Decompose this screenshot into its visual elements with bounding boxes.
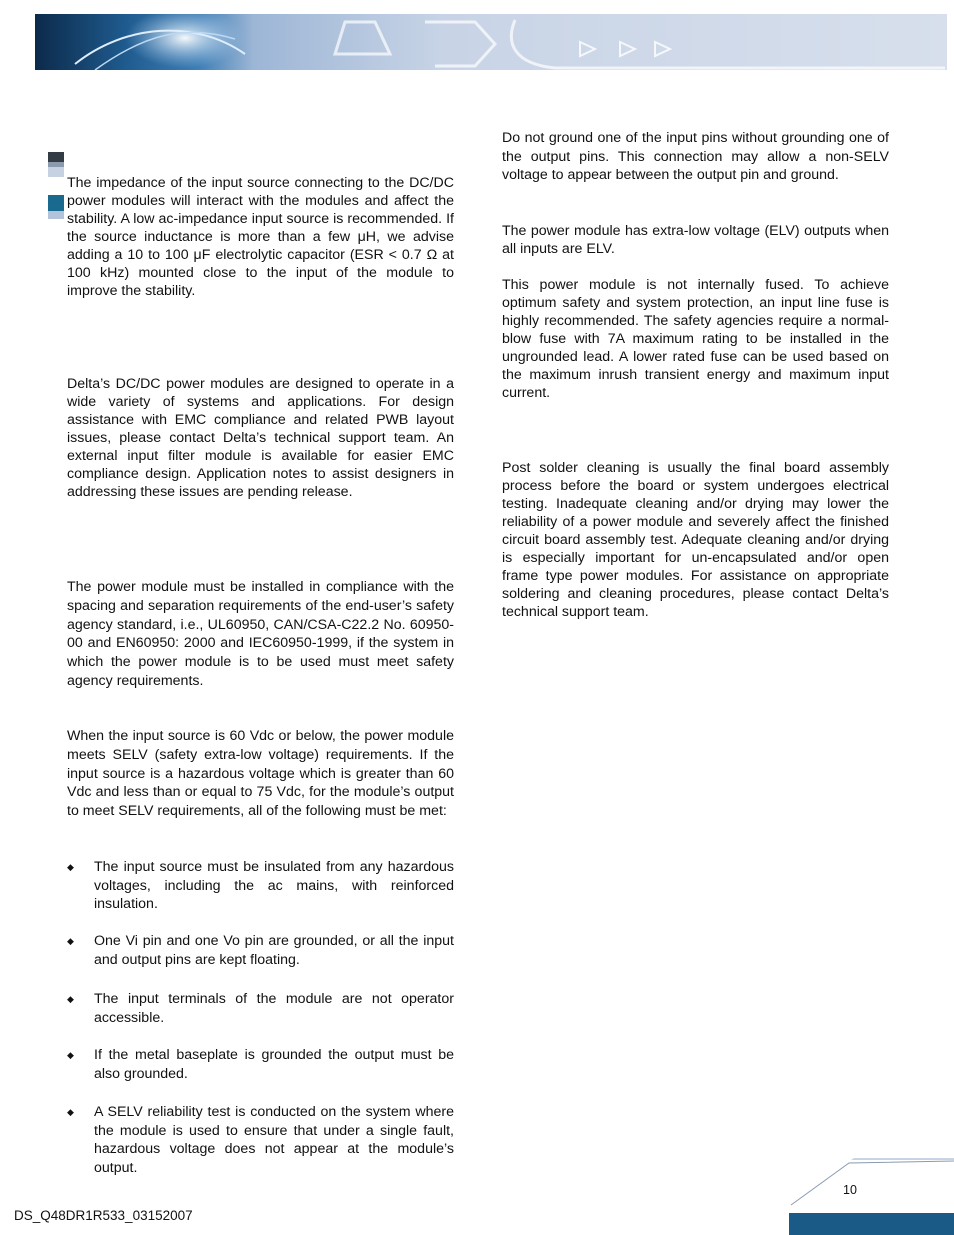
list-item [67, 1046, 454, 1083]
bullet-diamond-icon: ◆ [67, 1107, 74, 1117]
right-paragraph-grounding [502, 129, 889, 185]
list-item-text: If the metal baseplate is grounded the output must be also grounded. [94, 1047, 454, 1082]
document-id: DS_Q48DR1R533_03152007 [14, 1208, 193, 1223]
right-paragraph-fuse [502, 276, 889, 402]
left-paragraph-input-source [67, 174, 454, 300]
header-banner [35, 14, 947, 70]
list-item-text: One Vi pin and one Vo pin are grounded, or all the input and output pins are kept floating. [94, 933, 454, 968]
right-paragraph-cleaning [502, 459, 889, 621]
list-item [67, 932, 454, 969]
paragraph-text: The power module must be installed in compliance with the spacing and separation requirements of the end-user’s safety agency standard, i.e., UL60950, CAN/CSA-C22.2 No. 60950-00 and EN60950: 2000 and IEC60950-1999, if the system in which the power module is to be used must meet safety agency requirements. [67, 579, 454, 689]
list-item [67, 990, 454, 1027]
bullet-diamond-icon: ◆ [67, 1050, 74, 1060]
list-item-text: The input source must be insulated from any hazardous voltages, including the ac mains, with reinforced insulation. [94, 859, 454, 912]
list-item-text: A SELV reliability test is conducted on the system where the module is used to ensure that under a single fault, hazardous voltage does not appear at the module’s output. [94, 1104, 454, 1176]
banner-graphic [35, 14, 947, 70]
paragraph-text: Post solder cleaning is usually the final board assembly process before the board or system undergoes electrical testing. Inadequate cleaning and/or drying may lower the reliability of a power module and severely affect the finished circuit board assembly test. Adequate cleaning and/or drying is especially important for un-encapsulated and/or open frame type power modules. For assistance on appropriate soldering and cleaning procedures, please contact Delta’s technical support team. [502, 460, 889, 620]
paragraph-text: Delta’s DC/DC power modules are designed to operate in a wide variety of systems and applications. For design assistance with EMC compliance and related PWB layout issues, please contact Delta’s technical support team. An external input filter module is available for easier EMC compliance design. Application notes to assist designers in addressing these issues are pending release. [67, 376, 454, 500]
paragraph-text: The impedance of the input source connecting to the DC/DC power modules will interact with the modules and affect the stability. A low ac-impedance input source is recommended. If the source inductance is more than a few μH, we advise adding a 10 to 100 μF electrolytic capacitor (ESR < 0.7 Ω at 100 kHz) mounted close to the input of the module to improve the stability. [67, 175, 454, 299]
paragraph-text: The power module has extra-low voltage (ELV) outputs when all inputs are ELV. [502, 223, 889, 257]
page-number: 10 [843, 1183, 857, 1197]
list-item [67, 858, 454, 914]
bullet-diamond-icon: ◆ [67, 936, 74, 946]
bullet-diamond-icon: ◆ [67, 862, 74, 872]
list-item [67, 1103, 454, 1177]
left-paragraph-selv [67, 727, 454, 821]
page-number-tab [789, 1158, 954, 1235]
left-paragraph-safety [67, 578, 454, 691]
list-item-text: The input terminals of the module are not operator accessible. [94, 991, 454, 1026]
paragraph-text: Do not ground one of the input pins without grounding one of the output pins. This connection may allow a non-SELV voltage to appear between the output pin and ground. [502, 130, 889, 184]
paragraph-text: This power module is not internally fused. To achieve optimum safety and system protection, an input line fuse is highly recommended. The safety agencies require a normal-blow fuse with 7A maximum rating to be installed in the ungrounded lead. A lower rated fuse can be used based on the maximum inrush transient energy and maximum input current. [502, 277, 889, 401]
left-paragraph-emc [67, 375, 454, 501]
bullet-diamond-icon: ◆ [67, 994, 74, 1004]
paragraph-text: When the input source is 60 Vdc or below, the power module meets SELV (safety extra-low voltage) requirements. If the input source is a hazardous voltage which is greater than 60 Vdc and less than or equal to 75 Vdc, for the module’s output to meet SELV requirements, all of the following must be met: [67, 728, 454, 820]
right-paragraph-elv [502, 222, 889, 258]
margin-decoration [48, 152, 64, 219]
